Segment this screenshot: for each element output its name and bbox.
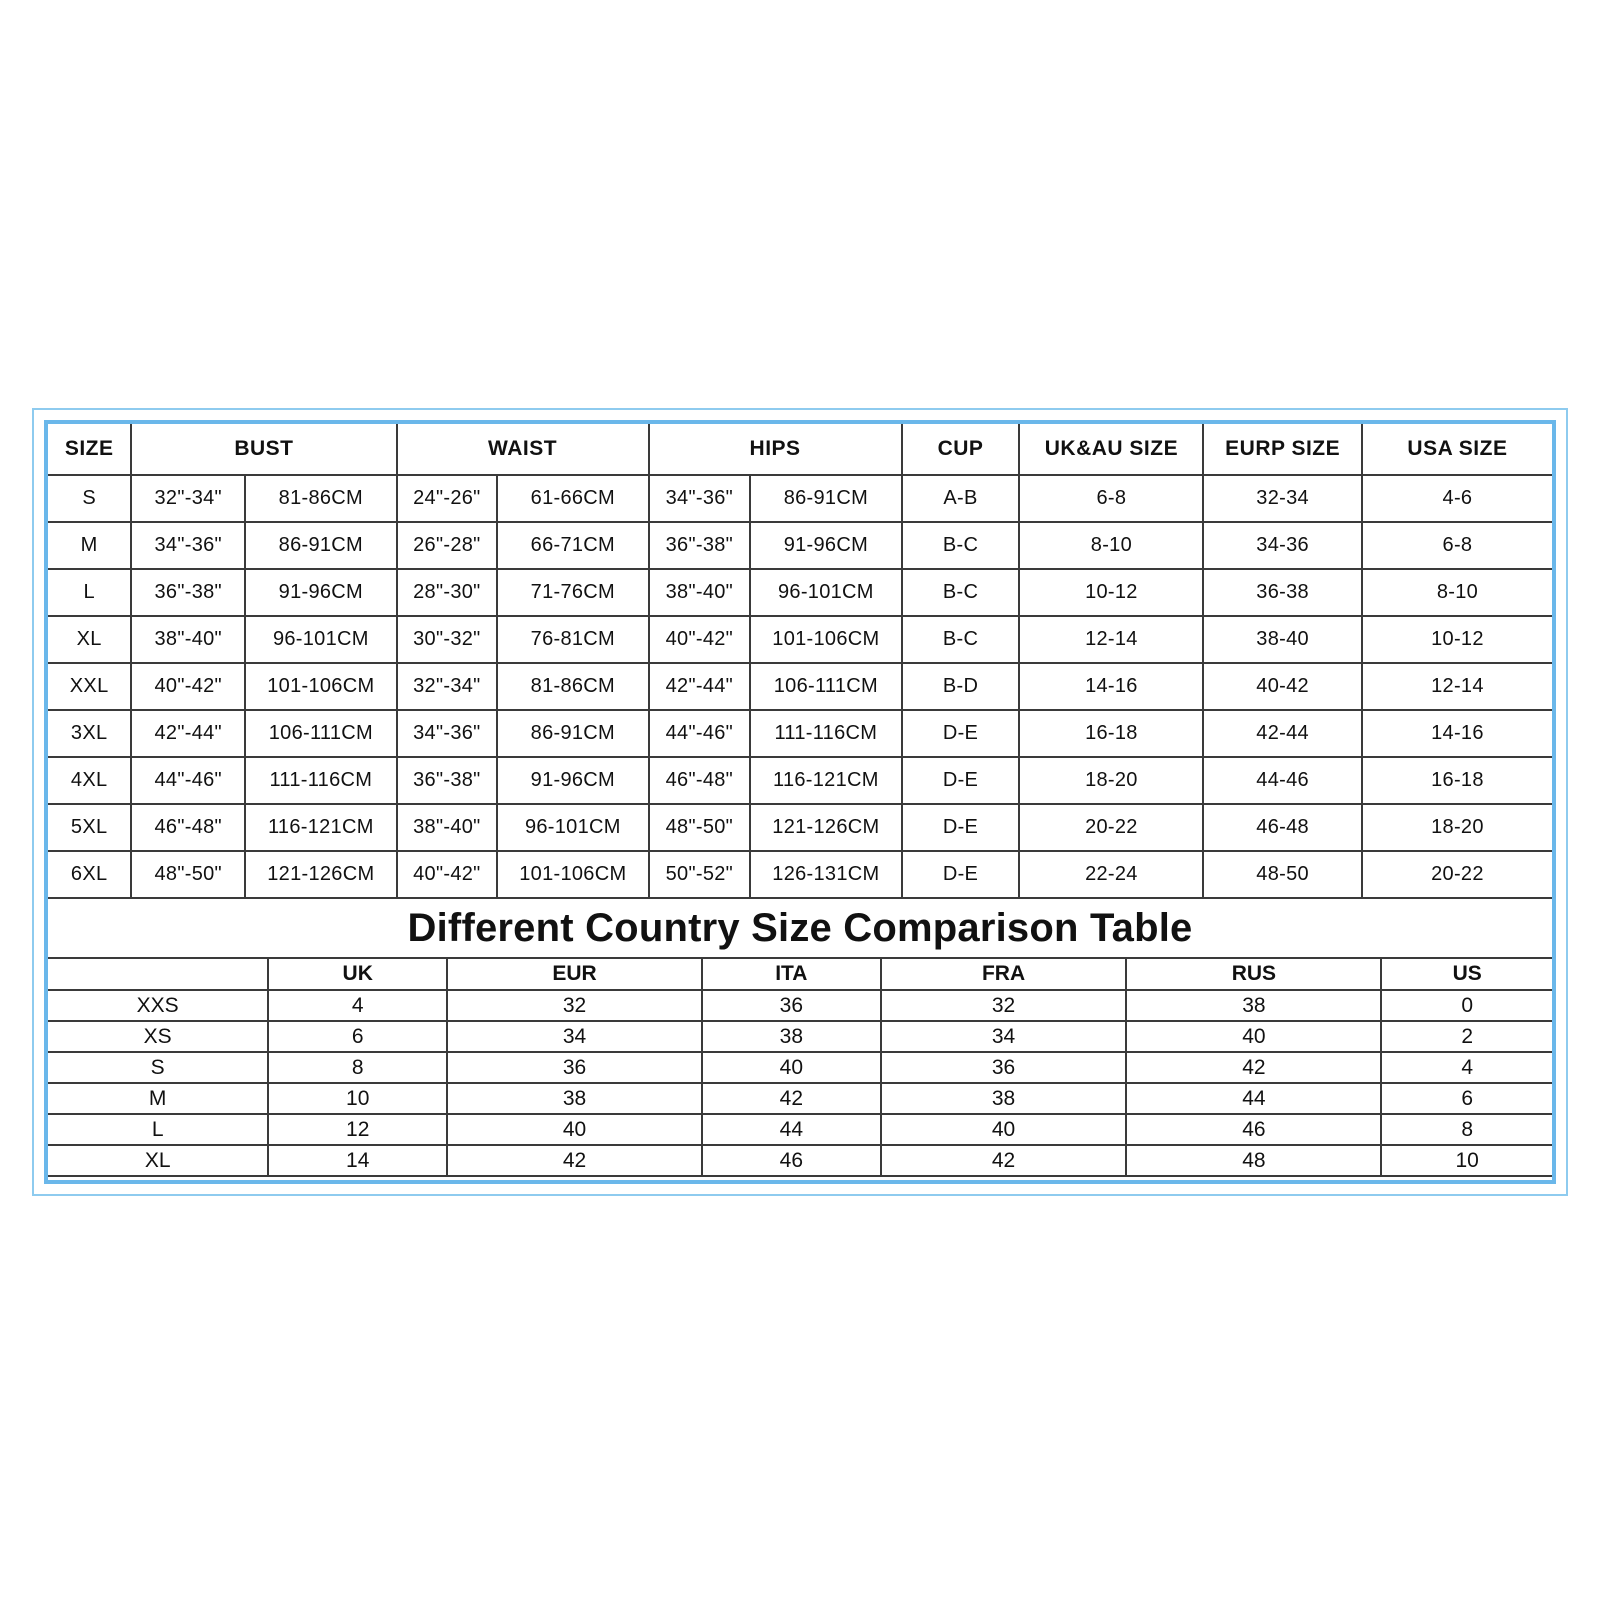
- comparison-title: Different Country Size Comparison Table: [48, 899, 1552, 959]
- cell-hips-in: 40"-42": [649, 616, 751, 663]
- cell-cup: B-C: [902, 569, 1020, 616]
- table-row: [48, 804, 1552, 851]
- comparison-cell: 34: [447, 1021, 702, 1052]
- table-row: [48, 851, 1552, 898]
- cell-waist-in: 30"-32": [397, 616, 498, 663]
- comparison-cell: 2: [1381, 1021, 1552, 1052]
- table-row: [48, 757, 1552, 804]
- cell-waist-in: 28"-30": [397, 569, 498, 616]
- comparison-cell: 40: [702, 1052, 881, 1083]
- table-row: [48, 1052, 1552, 1083]
- cell-waist-in: 34"-36": [397, 710, 498, 757]
- comparison-cell: 36: [881, 1052, 1127, 1083]
- header-cup: CUP: [902, 424, 1020, 475]
- cell-bust-cm: 96-101CM: [245, 616, 396, 663]
- comparison-cell: S: [48, 1052, 268, 1083]
- comparison-cell: 32: [447, 990, 702, 1021]
- cell-bust-cm: 116-121CM: [245, 804, 396, 851]
- comparison-header-cell: FRA: [881, 959, 1127, 990]
- comparison-cell: 40: [447, 1114, 702, 1145]
- cell-eurp: 46-48: [1203, 804, 1362, 851]
- cell-cup: D-E: [902, 804, 1020, 851]
- comparison-cell: 36: [447, 1052, 702, 1083]
- cell-eurp: 34-36: [1203, 522, 1362, 569]
- comparison-header-cell: ITA: [702, 959, 881, 990]
- cell-hips-cm: 86-91CM: [750, 475, 901, 522]
- cell-eurp: 32-34: [1203, 475, 1362, 522]
- cell-bust-cm: 106-111CM: [245, 710, 396, 757]
- table-row: [48, 990, 1552, 1021]
- cell-hips-cm: 101-106CM: [750, 616, 901, 663]
- cell-eurp: 44-46: [1203, 757, 1362, 804]
- cell-ukau: 18-20: [1019, 757, 1203, 804]
- cell-hips-in: 50"-52": [649, 851, 751, 898]
- comparison-cell: M: [48, 1083, 268, 1114]
- comparison-cell: 46: [702, 1145, 881, 1176]
- cell-hips-cm: 116-121CM: [750, 757, 901, 804]
- cell-usa: 6-8: [1362, 522, 1552, 569]
- cell-bust-cm: 81-86CM: [245, 475, 396, 522]
- comparison-cell: 32: [881, 990, 1127, 1021]
- cell-eurp: 40-42: [1203, 663, 1362, 710]
- table-row: [48, 1145, 1552, 1176]
- cell-bust-in: 34"-36": [131, 522, 245, 569]
- cell-usa: 12-14: [1362, 663, 1552, 710]
- cell-usa: 16-18: [1362, 757, 1552, 804]
- cell-waist-in: 24"-26": [397, 475, 498, 522]
- cell-hips-in: 38"-40": [649, 569, 751, 616]
- comparison-header-cell: EUR: [447, 959, 702, 990]
- cell-usa: 14-16: [1362, 710, 1552, 757]
- size-chart-outer-frame: [32, 408, 1568, 1196]
- cell-hips-cm: 106-111CM: [750, 663, 901, 710]
- comparison-cell: XXS: [48, 990, 268, 1021]
- cell-hips-cm: 91-96CM: [750, 522, 901, 569]
- comparison-cell: 38: [447, 1083, 702, 1114]
- comparison-cell: 46: [1126, 1114, 1381, 1145]
- cell-hips-in: 46"-48": [649, 757, 751, 804]
- cell-waist-cm: 76-81CM: [497, 616, 648, 663]
- cell-bust-cm: 91-96CM: [245, 569, 396, 616]
- header-eurp-size: EURP SIZE: [1203, 424, 1362, 475]
- table-row: [48, 1083, 1552, 1114]
- comparison-header-cell: [48, 959, 268, 990]
- comparison-cell: 0: [1381, 990, 1552, 1021]
- comparison-cell: 8: [1381, 1114, 1552, 1145]
- size-chart-header-row: [48, 424, 1552, 475]
- cell-ukau: 8-10: [1019, 522, 1203, 569]
- comparison-header-cell: UK: [268, 959, 447, 990]
- comparison-cell: 48: [1126, 1145, 1381, 1176]
- cell-size: 6XL: [48, 851, 131, 898]
- cell-size: 5XL: [48, 804, 131, 851]
- cell-usa: 18-20: [1362, 804, 1552, 851]
- cell-ukau: 16-18: [1019, 710, 1203, 757]
- header-ukau-size: UK&AU SIZE: [1019, 424, 1203, 475]
- comparison-cell: 40: [1126, 1021, 1381, 1052]
- comparison-cell: 10: [268, 1083, 447, 1114]
- cell-ukau: 22-24: [1019, 851, 1203, 898]
- comparison-table: [48, 959, 1552, 1177]
- cell-eurp: 48-50: [1203, 851, 1362, 898]
- comparison-cell: 44: [702, 1114, 881, 1145]
- table-row: [48, 569, 1552, 616]
- cell-cup: D-E: [902, 710, 1020, 757]
- cell-waist-in: 26"-28": [397, 522, 498, 569]
- cell-size: M: [48, 522, 131, 569]
- comparison-body: [48, 990, 1552, 1176]
- cell-eurp: 42-44: [1203, 710, 1362, 757]
- cell-size: L: [48, 569, 131, 616]
- cell-size: 3XL: [48, 710, 131, 757]
- comparison-header-cell: US: [1381, 959, 1552, 990]
- cell-waist-cm: 96-101CM: [497, 804, 648, 851]
- comparison-cell: 40: [881, 1114, 1127, 1145]
- cell-eurp: 36-38: [1203, 569, 1362, 616]
- cell-bust-cm: 111-116CM: [245, 757, 396, 804]
- cell-ukau: 12-14: [1019, 616, 1203, 663]
- cell-eurp: 38-40: [1203, 616, 1362, 663]
- cell-hips-in: 44"-46": [649, 710, 751, 757]
- comparison-cell: 6: [268, 1021, 447, 1052]
- cell-ukau: 6-8: [1019, 475, 1203, 522]
- comparison-cell: 4: [268, 990, 447, 1021]
- cell-usa: 10-12: [1362, 616, 1552, 663]
- size-chart-inner-frame: [44, 420, 1556, 1184]
- cell-waist-cm: 71-76CM: [497, 569, 648, 616]
- cell-hips-in: 34"-36": [649, 475, 751, 522]
- size-chart-table: [48, 424, 1552, 899]
- cell-cup: B-C: [902, 616, 1020, 663]
- cell-waist-cm: 81-86CM: [497, 663, 648, 710]
- cell-hips-cm: 96-101CM: [750, 569, 901, 616]
- cell-cup: B-D: [902, 663, 1020, 710]
- cell-hips-cm: 121-126CM: [750, 804, 901, 851]
- header-bust: BUST: [131, 424, 396, 475]
- cell-bust-in: 32"-34": [131, 475, 245, 522]
- cell-bust-in: 42"-44": [131, 710, 245, 757]
- cell-size: S: [48, 475, 131, 522]
- cell-hips-in: 48"-50": [649, 804, 751, 851]
- comparison-cell: XS: [48, 1021, 268, 1052]
- cell-waist-cm: 101-106CM: [497, 851, 648, 898]
- cell-waist-in: 38"-40": [397, 804, 498, 851]
- comparison-cell: 6: [1381, 1083, 1552, 1114]
- comparison-cell: 38: [881, 1083, 1127, 1114]
- comparison-cell: 42: [702, 1083, 881, 1114]
- header-size: SIZE: [48, 424, 131, 475]
- cell-waist-cm: 66-71CM: [497, 522, 648, 569]
- cell-cup: A-B: [902, 475, 1020, 522]
- comparison-cell: 14: [268, 1145, 447, 1176]
- comparison-cell: 38: [1126, 990, 1381, 1021]
- table-row: [48, 1021, 1552, 1052]
- header-usa-size: USA SIZE: [1362, 424, 1552, 475]
- cell-bust-cm: 101-106CM: [245, 663, 396, 710]
- cell-waist-in: 36"-38": [397, 757, 498, 804]
- comparison-header-row: [48, 959, 1552, 990]
- cell-bust-in: 48"-50": [131, 851, 245, 898]
- cell-bust-in: 40"-42": [131, 663, 245, 710]
- cell-size: XXL: [48, 663, 131, 710]
- cell-cup: D-E: [902, 851, 1020, 898]
- table-row: [48, 663, 1552, 710]
- comparison-cell: 38: [702, 1021, 881, 1052]
- comparison-cell: 8: [268, 1052, 447, 1083]
- comparison-cell: 34: [881, 1021, 1127, 1052]
- comparison-cell: 4: [1381, 1052, 1552, 1083]
- table-row: [48, 1114, 1552, 1145]
- table-row: [48, 710, 1552, 757]
- comparison-cell: XL: [48, 1145, 268, 1176]
- cell-bust-in: 36"-38": [131, 569, 245, 616]
- cell-size: 4XL: [48, 757, 131, 804]
- comparison-cell: 42: [881, 1145, 1127, 1176]
- cell-hips-cm: 126-131CM: [750, 851, 901, 898]
- cell-waist-cm: 91-96CM: [497, 757, 648, 804]
- cell-waist-cm: 86-91CM: [497, 710, 648, 757]
- comparison-header-cell: RUS: [1126, 959, 1381, 990]
- header-waist: WAIST: [397, 424, 649, 475]
- cell-usa: 20-22: [1362, 851, 1552, 898]
- comparison-cell: 10: [1381, 1145, 1552, 1176]
- comparison-cell: L: [48, 1114, 268, 1145]
- cell-usa: 4-6: [1362, 475, 1552, 522]
- cell-bust-cm: 86-91CM: [245, 522, 396, 569]
- comparison-cell: 12: [268, 1114, 447, 1145]
- cell-bust-in: 38"-40": [131, 616, 245, 663]
- comparison-cell: 42: [1126, 1052, 1381, 1083]
- cell-ukau: 10-12: [1019, 569, 1203, 616]
- cell-ukau: 20-22: [1019, 804, 1203, 851]
- cell-cup: B-C: [902, 522, 1020, 569]
- cell-bust-in: 46"-48": [131, 804, 245, 851]
- table-row: [48, 616, 1552, 663]
- cell-waist-cm: 61-66CM: [497, 475, 648, 522]
- comparison-cell: 36: [702, 990, 881, 1021]
- size-chart-body: [48, 475, 1552, 898]
- header-hips: HIPS: [649, 424, 902, 475]
- table-row: [48, 475, 1552, 522]
- cell-waist-in: 40"-42": [397, 851, 498, 898]
- cell-hips-cm: 111-116CM: [750, 710, 901, 757]
- comparison-cell: 42: [447, 1145, 702, 1176]
- cell-cup: D-E: [902, 757, 1020, 804]
- table-row: [48, 522, 1552, 569]
- cell-usa: 8-10: [1362, 569, 1552, 616]
- cell-bust-cm: 121-126CM: [245, 851, 396, 898]
- cell-ukau: 14-16: [1019, 663, 1203, 710]
- comparison-cell: 44: [1126, 1083, 1381, 1114]
- cell-bust-in: 44"-46": [131, 757, 245, 804]
- cell-size: XL: [48, 616, 131, 663]
- cell-hips-in: 42"-44": [649, 663, 751, 710]
- cell-hips-in: 36"-38": [649, 522, 751, 569]
- cell-waist-in: 32"-34": [397, 663, 498, 710]
